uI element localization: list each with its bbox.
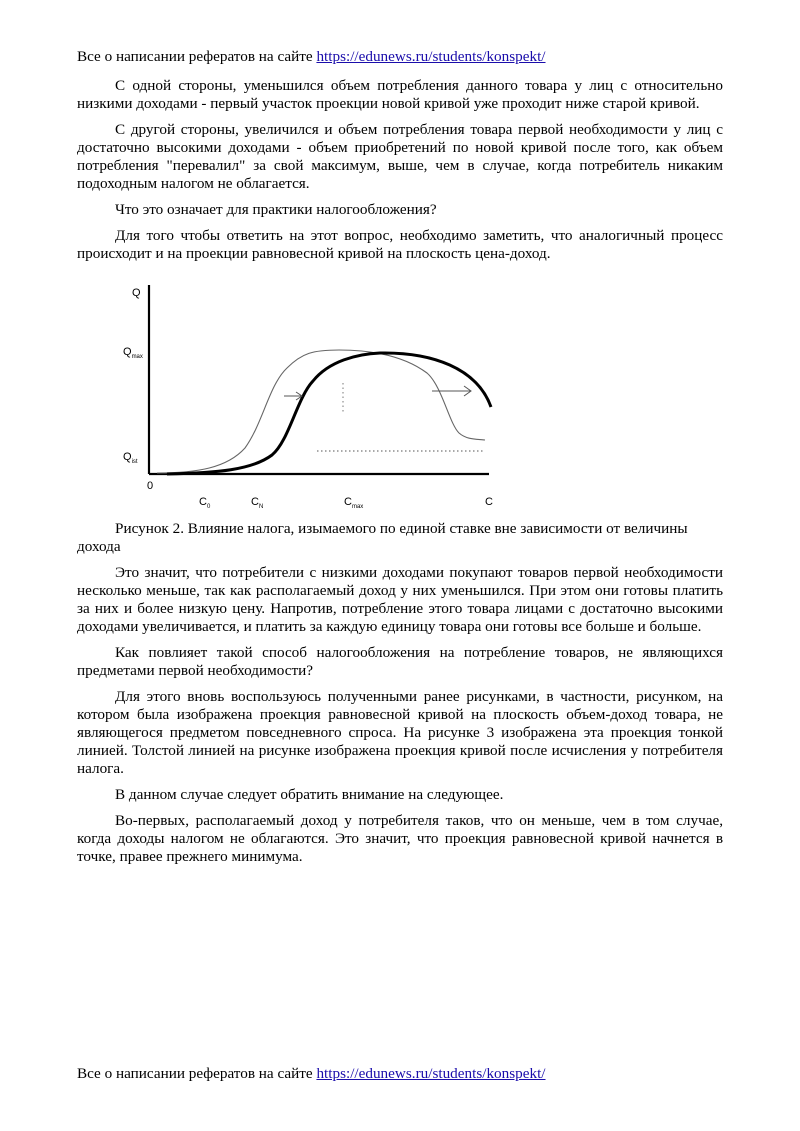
cmax-letter: C <box>344 496 352 508</box>
origin-label: 0 <box>147 480 154 492</box>
y-axis-label: Q <box>132 287 141 299</box>
q-ist-sub: ist <box>131 459 138 466</box>
figure-tax-effect <box>77 273 723 511</box>
cn-letter: C <box>251 496 259 508</box>
paragraph: Это значит, что потребители с низкими доходами покупают товаров первой необходимости несколько меньше, так как располагаемый доход у них уменьшился. При этом они готовы платить за них и более низкую цену. Напротив, потребление этого товара лицами с достаточно высокими доходами увеличивается, и платить за каждую единицу товара они готовы все больше и больше. <box>77 564 723 635</box>
paragraph: Во-первых, располагаемый доход у потребителя таков, что он меньше, чем в том случае, когда доходы налогом не облагаются. Это значит, что проекция равновесной кривой начнется в точке, правее прежнего минимума. <box>77 812 723 865</box>
thin-curve-original <box>157 350 485 473</box>
x-axis-label: C <box>485 496 493 508</box>
figure-graph <box>77 273 723 511</box>
paragraph: С одной стороны, уменьшился объем потребления данного товара у лиц с относительно низкими доходами - первый участок проекции новой кривой уже проходит ниже старой кривой. <box>77 77 723 112</box>
paragraph: Для того чтобы ответить на этот вопрос, необходимо заметить, что аналогичный процесс происходит и на проекции равновесной кривой на плоскость цена-доход. <box>77 227 723 262</box>
q-ist-label <box>123 448 138 471</box>
q-max-letter: Q <box>123 346 132 358</box>
cn-sub: N <box>258 504 264 511</box>
footer-link[interactable]: https://edunews.ru/students/konspekt/ <box>316 1065 546 1082</box>
figure-caption: Рисунок 2. Влияние налога, изымаемого по единой ставке вне зависимости от величины дохода <box>77 520 688 555</box>
q-max-sub: max <box>131 354 143 361</box>
document-page <box>77 48 723 866</box>
header-text: Все о написании рефератов на сайте <box>77 48 317 65</box>
cn-label <box>251 493 263 516</box>
q-ist-letter: Q <box>123 451 132 463</box>
c0-label <box>199 493 210 516</box>
cmax-label <box>344 493 363 516</box>
paragraph: Как повлияет такой способ налогообложения на потребление товаров, не являющихся предметами первой необходимости? <box>77 644 723 679</box>
page-footer <box>77 1065 723 1083</box>
paragraph: Что это означает для практики налогообложения? <box>115 201 437 218</box>
cmax-sub: max <box>351 504 364 511</box>
c0-letter: C <box>199 496 207 508</box>
paragraph: Для этого вновь воспользуюсь полученными ранее рисунками, в частности, рисунком, на котором была изображена проекция равновесной кривой на плоскость объем-доход товара, не являющегося предметом повседневного спроса. На рисунке 3 изображена эта проекция тонкой линией. Толстой линией на рисунке изображена проекция кривой после исчисления у потребителя налога. <box>77 688 723 777</box>
c0-sub: 0 <box>206 504 211 511</box>
q-max-label <box>123 343 143 366</box>
header-link[interactable]: https://edunews.ru/students/konspekt/ <box>316 48 546 65</box>
paragraph: С другой стороны, увеличился и объем потребления товара первой необходимости у лиц с достаточно высокими доходами - объем приобретений по новой кривой после того, как объем потребления "перевалил" за свой максимум, выше, чем в случае, когда потребитель никаким подоходным налогом не облагается. <box>77 121 723 192</box>
paragraph: В данном случае следует обратить внимание на следующее. <box>115 786 504 803</box>
thick-curve-after-tax <box>167 353 491 474</box>
footer-text: Все о написании рефератов на сайте <box>77 1065 317 1082</box>
page-header <box>77 48 723 66</box>
